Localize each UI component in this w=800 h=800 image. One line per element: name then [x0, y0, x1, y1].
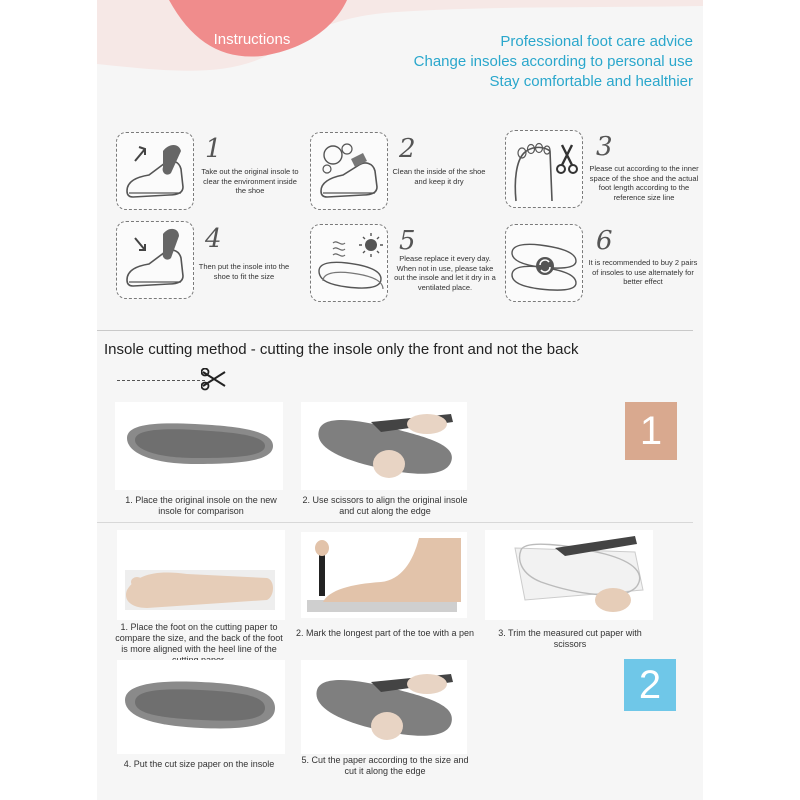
- cut-line: [117, 380, 205, 381]
- method-2-photo-5: [301, 660, 467, 754]
- method-2-caption-1: 1. Place the foot on the cutting paper to compare the size, and the back of the foot is more aligned with the heel line of the: [115, 622, 283, 654]
- instructions-badge: Instructions: [213, 31, 291, 48]
- method-2-caption-5: 5. Cut the paper according to the size and cut it along the edge: [301, 755, 469, 776]
- tagline-3: Stay comfortable and healthier: [489, 73, 693, 90]
- method-2-photo-4: [117, 660, 285, 754]
- step-5-number: 5: [399, 226, 416, 256]
- method-2-photo-3: [485, 530, 653, 620]
- divider-middle: [97, 522, 693, 523]
- foot-scissors-icon: [506, 131, 584, 209]
- step-2-number: 2: [399, 134, 416, 164]
- step-2-text: Clean the inside of the shoe and keep it dry: [392, 167, 486, 186]
- instruction-sheet: [97, 0, 703, 800]
- method-1-badge: 1: [625, 402, 677, 460]
- step-5-box: [310, 224, 388, 302]
- step-3-box: [505, 130, 583, 208]
- method-1-photo-2: [301, 402, 467, 490]
- method-1-caption-1: 1. Place the original insole on the new insole for comparison: [125, 495, 277, 516]
- shoe-remove-insole-icon: [117, 133, 195, 211]
- step-4-number: 4: [205, 224, 222, 254]
- step-3-number: 3: [596, 132, 613, 162]
- method-2-caption-4: 4. Put the cut size paper on the insole: [123, 759, 275, 769]
- step-2-box: [310, 132, 388, 210]
- step-1-text: Take out the original insole to clear the environment inside the shoe: [201, 167, 299, 195]
- step-6-number: 6: [596, 226, 613, 256]
- step-3-text: Please cut according to the inner space of the shoe and the actual foot length according to the reference size line: [589, 164, 699, 202]
- method-1-caption-2: 2. Use scissors to align the original insole and cut along the edge: [302, 495, 468, 516]
- step-6-box: [505, 224, 583, 302]
- tagline-1: Professional foot care advice: [500, 33, 693, 50]
- method-2-caption-3: 3. Trim the measured cut paper with scissors: [498, 628, 642, 649]
- method-2-photo-1: [117, 530, 285, 620]
- shoe-cleaning-icon: [311, 133, 389, 211]
- step-1-number: 1: [205, 134, 222, 164]
- scissors-icon: [201, 368, 227, 392]
- insole-pair-swap-icon: [506, 225, 584, 303]
- method-2-photo-2: [301, 532, 467, 618]
- step-1-box: [116, 132, 194, 210]
- shoe-insert-insole-icon: [117, 222, 195, 300]
- method-1-photo-1: [115, 402, 283, 490]
- method-2-badge: 2: [624, 659, 676, 711]
- divider-top: [97, 330, 693, 331]
- insole-sun-dry-icon: [311, 225, 389, 303]
- step-4-text: Then put the insole into the shoe to fit the size: [198, 262, 290, 281]
- tagline-2: Change insoles according to personal use: [413, 53, 693, 70]
- step-6-text: It is recommended to buy 2 pairs of insoles to use alternately for better effect: [588, 258, 698, 286]
- step-4-box: [116, 221, 194, 299]
- cutting-method-title: Insole cutting method - cutting the insole only the front and not the back: [104, 341, 579, 358]
- method-2-caption-2: 2. Mark the longest part of the toe with a pen: [295, 628, 475, 638]
- step-5-text: Please replace it every day. When not in use, please take out the insole and let it dry in a ventilated place.: [394, 254, 496, 292]
